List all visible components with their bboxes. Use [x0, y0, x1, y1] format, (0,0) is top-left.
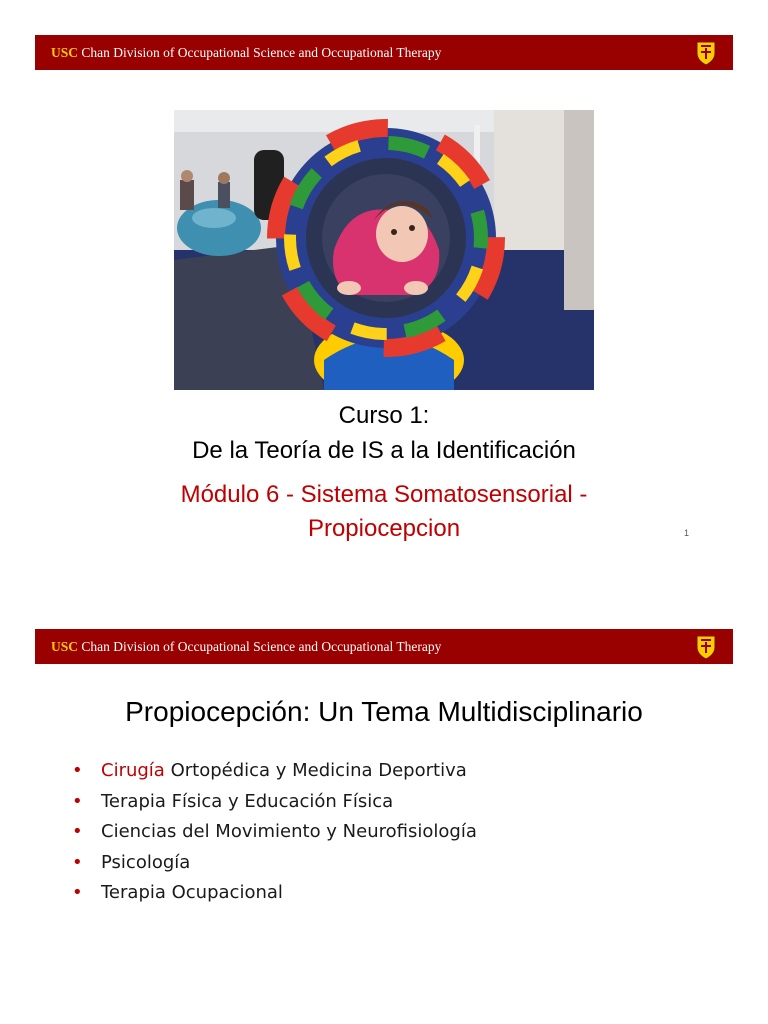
hero-photo: [174, 110, 594, 390]
header-banner: [35, 35, 733, 70]
bullet-text: Terapia Física y Educación Física: [101, 790, 394, 812]
banner-title: [51, 35, 441, 70]
list-item: [72, 789, 477, 820]
bullet-icon: •: [72, 851, 83, 873]
page-number: 1: [684, 528, 690, 538]
bullet-text: Terapia Ocupacional: [101, 882, 283, 903]
division-name: Chan Division of Occupational Science and Occupational Therapy: [78, 45, 442, 60]
bullet-text: Ciencias del Movimiento y Neurofisiología: [101, 821, 477, 842]
child-in-tunnel-image: [174, 110, 594, 390]
bullet-text: Psicología: [101, 851, 191, 873]
module-title-line1: Módulo 6 - Sistema Somatosensorial -: [180, 481, 588, 508]
bullet-icon: •: [72, 882, 83, 903]
bullet-list: [72, 758, 477, 911]
bullet-text: Ortopédica y Medicina Deportiva: [164, 760, 467, 781]
highlight-text: Cirugía: [101, 760, 165, 781]
course-title: Curso 1:: [338, 402, 430, 429]
header-banner-2: [35, 629, 733, 664]
list-item: [72, 819, 477, 850]
bullet-icon: •: [72, 790, 83, 812]
slide-title: Propiocepción: Un Tema Multidisciplinario: [125, 696, 643, 727]
bullet-icon: •: [72, 821, 83, 842]
usc-logo-text: USC: [51, 45, 79, 60]
division-name-2: Chan Division of Occupational Science and Occupational Therapy: [78, 639, 442, 654]
course-subtitle: De la Teoría de IS a la Identificación: [192, 437, 576, 464]
list-item: [72, 880, 477, 911]
usc-logo-text-2: USC: [51, 639, 79, 654]
banner-title-2: [51, 629, 441, 664]
list-item: [72, 758, 477, 789]
usc-crest-icon: [695, 40, 717, 66]
bullet-icon: •: [72, 760, 83, 781]
module-title-line2: Propiocepcion: [307, 515, 461, 542]
usc-crest-icon-2: [695, 634, 717, 660]
list-item: [72, 850, 477, 881]
